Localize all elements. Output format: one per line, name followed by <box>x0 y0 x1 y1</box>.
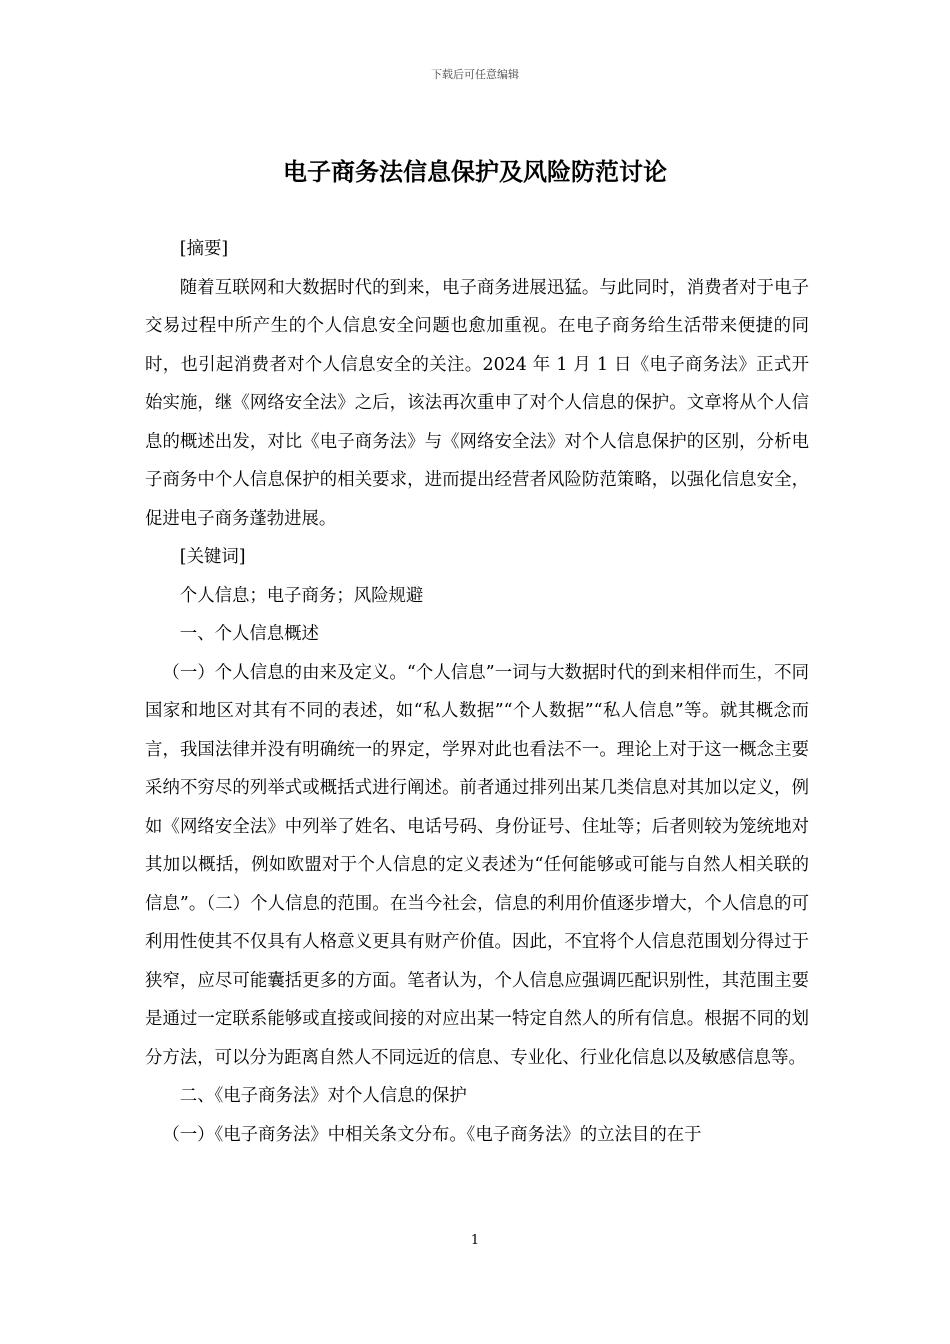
section-paragraph-1: （一）个人信息的由来及定义。“个人信息”一词与大数据时代的到来相伴而生，不同国家和地区对其有不同的表述，如“私人数据”“个人数据”“私人信息”等。就其概念而言，我国法律并没有明确统一的界定，学界对此也看法不一。理论上对于这一概念主要采纳不穷尽的列举式或概括式进行阐述。前者通过排列出某几类信息对其加以定义，例如《网络安全法》中列举了姓名、电话号码、身份证号、住址等；后者则较为笼统地对其加以概括，例如欧盟对于个人信息的定义表述为“任何能够或可能与自然人相关联的信息”。（二）个人信息的范围。在当今社会，信息的利用价值逐步增大，个人信息的可利用性使其不仅具有人格意义更具有财产价值。因此，不宜将个人信息范围划分得过于狭窄，应尽可能囊括更多的方面。笔者认为，个人信息应强调匹配识别性，其范围主要是通过一定联系能够或直接或间接的对应出某一特定自然人的所有信息。根据不同的划分方法，可以分为距离自然人不同远近的信息、专业化、行业化信息以及敏感信息等。 <box>145 662 809 1068</box>
section-heading-2: 二、《电子商务法》对个人信息的保护 <box>179 1086 467 1106</box>
document-body <box>145 230 809 1154</box>
section-paragraph-2: （一）《电子商务法》中相关条文分布。《电子商务法》的立法目的在于 <box>162 1124 702 1145</box>
section-heading-1: 一、个人信息概述 <box>179 624 319 644</box>
abstract-paragraph: 随着互联网和大数据时代的到来，电子商务进展迅猛。与此同时，消费者对于电子交易过程中所产生的个人信息安全问题也愈加重视。在电子商务给生活带来便捷的同时，也引起消费者对个人信息安全的关注。2024 年 1 月 1 日《电子商务法》正式开始实施，继《网络安全法》之后，该法再次重申了对个人信息的保护。文章将从个人信息的概述出发，对比《电子商务法》与《网络安全法》对个人信息保护的区别，分析电子商务中个人信息保护的相关要求，进而提出经营者风险防范策略，以强化信息安全，促进电子商务蓬勃进展。 <box>145 277 809 529</box>
keywords-heading: [关键词] <box>179 547 246 567</box>
document-title: 电子商务法信息保护及风险防范讨论 <box>283 158 667 186</box>
keywords-list: 个人信息；电子商务；风险规避 <box>179 585 424 606</box>
page-number: 1 <box>470 1233 480 1248</box>
header-note: 下载后可任意编辑 <box>431 68 519 81</box>
abstract-heading: [摘要] <box>179 239 229 259</box>
